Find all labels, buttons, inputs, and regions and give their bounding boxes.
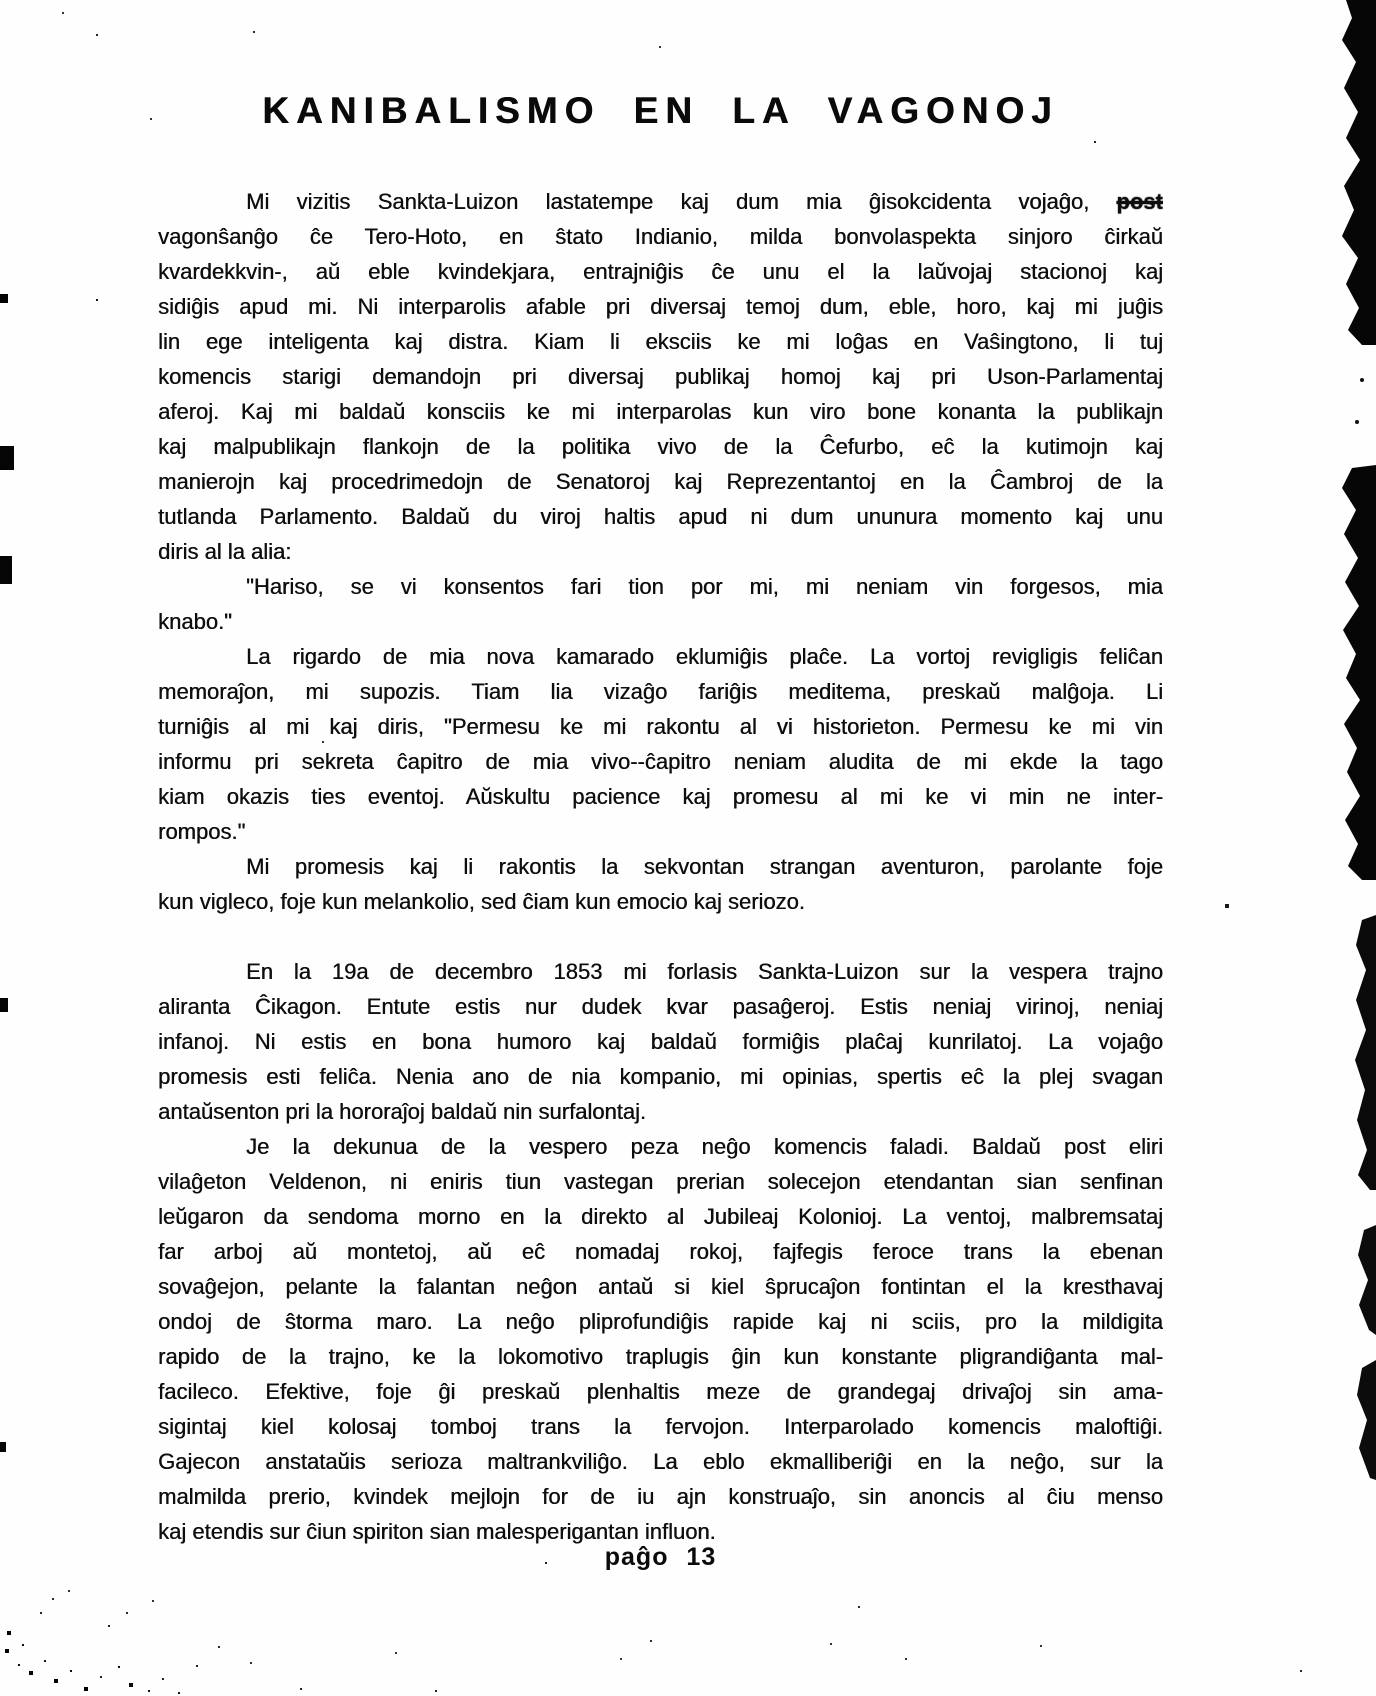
text-segment: kvardekkvin-, aŭ eble kvindekjara, entrajniĝis ĉe unu el la laŭvojaj stacionoj kaj bbox=[158, 259, 1163, 284]
text-segment: far arboj aŭ montetoj, aŭ eĉ nomadaj rokoj, fajfegis feroce trans la ebenan bbox=[158, 1239, 1163, 1264]
text-segment: Mi vizitis Sankta-Luizon lastatempe kaj dum mia ĝisokcidenta vojaĝo, bbox=[246, 189, 1117, 214]
text-line bbox=[158, 254, 1163, 289]
text-segment: knabo." bbox=[158, 609, 232, 634]
text-segment: sigintaj kiel kolosaj tomboj trans la fervojon. Interparolado komencis maloftiĝi. bbox=[158, 1414, 1163, 1439]
scan-artifact-left-mark bbox=[0, 446, 14, 470]
scan-artifact-left-mark bbox=[0, 998, 8, 1012]
text-line bbox=[158, 184, 1163, 219]
text-segment: En la 19a de decembro 1853 mi forlasis Sankta-Luizon sur la vespera trajno bbox=[246, 959, 1163, 984]
text-line bbox=[158, 1444, 1163, 1479]
text-line bbox=[158, 1304, 1163, 1339]
text-segment: informu pri sekreta ĉapitro de mia vivo--ĉapitro neniam aludita de mi ekde la tago bbox=[158, 749, 1163, 774]
text-segment: promesis esti feliĉa. Nenia ano de nia kompanio, mi opinias, spertis eĉ la plej svagan bbox=[158, 1064, 1163, 1089]
text-segment: vilaĝeton Veldenon, ni eniris tiun vastegan prerian solecejon etendantan sian senfinan bbox=[158, 1169, 1163, 1194]
scan-artifact-left-mark bbox=[0, 556, 12, 584]
scan-artifact-right-edge bbox=[1332, 0, 1376, 1696]
struck-word: post bbox=[1116, 189, 1163, 214]
text-line bbox=[158, 289, 1163, 324]
scan-artifact-specks-bottom-left bbox=[0, 0, 2, 2]
text-line bbox=[158, 954, 1163, 989]
text-line bbox=[158, 884, 1163, 919]
text-segment: leŭgaron da sendoma morno en la direkto al Jubileaj Kolonioj. La ventoj, malbremsataj bbox=[158, 1204, 1163, 1229]
text-line bbox=[158, 1339, 1163, 1374]
text-segment: Mi promesis kaj li rakontis la sekvontan strangan aventuron, parolante foje bbox=[246, 854, 1163, 879]
text-segment: Gajecon anstataŭis serioza maltrankviliĝo. La eblo ekmalliberiĝi en la neĝo, sur la bbox=[158, 1449, 1163, 1474]
text-line bbox=[158, 324, 1163, 359]
text-line bbox=[158, 1234, 1163, 1269]
text-segment: kaj etendis sur ĉiun spiriton sian malesperigantan influon. bbox=[158, 1519, 716, 1544]
text-line bbox=[158, 1059, 1163, 1094]
text-line bbox=[158, 744, 1163, 779]
text-segment: malmilda prerio, kvindek mejlojn for de iu ajn konstruaĵo, sin anoncis al ĉiu menso bbox=[158, 1484, 1163, 1509]
text-segment: memoraĵon, mi supozis. Tiam lia vizaĝo fariĝis meditema, preskaŭ malĝoja. Li bbox=[158, 679, 1163, 704]
document-title: KANIBALISMO EN LA VAGONOJ bbox=[262, 90, 1059, 131]
text-line bbox=[158, 1269, 1163, 1304]
text-line bbox=[158, 989, 1163, 1024]
text-segment: manierojn kaj procedrimedojn de Senatoroj kaj Reprezentantoj en la Ĉambroj de la bbox=[158, 469, 1163, 494]
text-segment: La rigardo de mia nova kamarado eklumiĝis plaĉe. La vortoj revigligis feliĉan bbox=[246, 644, 1163, 669]
text-segment: kun vigleco, foje kun melankolio, sed ĉiam kun emocio kaj seriozo. bbox=[158, 889, 805, 914]
text-line bbox=[158, 1094, 1163, 1129]
text-segment: "Hariso, se vi konsentos fari tion por mi, mi neniam vin forgesos, mia bbox=[246, 574, 1163, 599]
text-line bbox=[158, 394, 1163, 429]
text-line bbox=[158, 639, 1163, 674]
paragraph bbox=[158, 639, 1163, 849]
text-body bbox=[158, 184, 1163, 1549]
text-line bbox=[158, 709, 1163, 744]
text-segment: Je la dekunua de la vespero peza neĝo komencis faladi. Baldaŭ post eliri bbox=[246, 1134, 1163, 1159]
text-segment: rapido de la trajno, ke la lokomotivo traplugis ĝin kun konstante pligrandiĝanta mal- bbox=[158, 1344, 1163, 1369]
scan-artifact-left-mark bbox=[0, 294, 8, 303]
text-segment: tutlanda Parlamento. Baldaŭ du viroj haltis apud ni dum ununura momento kaj unu bbox=[158, 504, 1163, 529]
text-line bbox=[158, 359, 1163, 394]
text-segment: turniĝis al mi kaj diris, "Permesu ke mi rakontu al vi historieton. Permesu ke mi vin bbox=[158, 714, 1163, 739]
text-line bbox=[158, 1374, 1163, 1409]
text-segment: kaj malpublikajn flankojn de la politika vivo de la Ĉefurbo, eĉ la kutimojn kaj bbox=[158, 434, 1163, 459]
text-line bbox=[158, 569, 1163, 604]
text-line bbox=[158, 534, 1163, 569]
text-line bbox=[158, 604, 1163, 639]
text-line bbox=[158, 499, 1163, 534]
text-line bbox=[158, 219, 1163, 254]
text-line bbox=[158, 1164, 1163, 1199]
text-line bbox=[158, 1129, 1163, 1164]
text-segment: kiam okazis ties eventoj. Aŭskultu pacience kaj promesu al mi ke vi min ne inter- bbox=[158, 784, 1163, 809]
paragraph bbox=[158, 1129, 1163, 1549]
text-segment: aferoj. Kaj mi baldaŭ konsciis ke mi interparolas kun viro bone konanta la publikajn bbox=[158, 399, 1163, 424]
text-segment: sidiĝis apud mi. Ni interparolis afable pri diversaj temoj dum, eble, horo, kaj mi juĝis bbox=[158, 294, 1163, 319]
text-line bbox=[158, 464, 1163, 499]
text-segment: komencis starigi demandojn pri diversaj publikaj homoj kaj pri Uson-Parlamentaj bbox=[158, 364, 1163, 389]
text-segment: infanoj. Ni estis en bona humoro kaj baldaŭ formiĝis plaĉaj kunrilatoj. La vojaĝo bbox=[158, 1029, 1163, 1054]
text-line bbox=[158, 674, 1163, 709]
text-segment: diris al la alia: bbox=[158, 539, 292, 564]
text-line bbox=[158, 1409, 1163, 1444]
text-segment: antaŭsenton pri la hororaĵoj baldaŭ nin surfalontaj. bbox=[158, 1099, 646, 1124]
page-number: paĝo 13 bbox=[604, 1543, 717, 1571]
text-segment: ondoj de ŝtorma maro. La neĝo pliprofundiĝis rapide kaj ni sciis, pro la mildigita bbox=[158, 1309, 1163, 1334]
text-segment: facileco. Efektive, foje ĝi preskaŭ plenhaltis meze de grandegaj drivaĵoj sin ama- bbox=[158, 1379, 1163, 1404]
paragraph bbox=[158, 954, 1163, 1129]
paragraph bbox=[158, 849, 1163, 919]
text-segment: lin ege inteligenta kaj distra. Kiam li eksciis ke mi loĝas en Vaŝingtono, li tuj bbox=[158, 329, 1163, 354]
paragraph bbox=[158, 569, 1163, 639]
text-segment: aliranta Ĉikagon. Entute estis nur dudek kvar pasaĝeroj. Estis neniaj virinoj, neniaj bbox=[158, 994, 1163, 1019]
paragraph bbox=[158, 184, 1163, 569]
text-line bbox=[158, 814, 1163, 849]
text-line bbox=[158, 429, 1163, 464]
scan-artifact-left-mark bbox=[0, 1442, 6, 1452]
text-line bbox=[158, 1199, 1163, 1234]
text-line bbox=[158, 849, 1163, 884]
text-line bbox=[158, 1024, 1163, 1059]
text-segment: sovaĝejon, pelante la falantan neĝon antaŭ si kiel ŝprucaĵon fontintan el la kresthavaj bbox=[158, 1274, 1163, 1299]
text-line bbox=[158, 1479, 1163, 1514]
text-segment: rompos." bbox=[158, 819, 246, 844]
text-line bbox=[158, 779, 1163, 814]
text-segment: vagonŝanĝo ĉe Tero-Hoto, en ŝtato Indianio, milda bonvolaspekta sinjoro ĉirkaŭ bbox=[158, 224, 1163, 249]
